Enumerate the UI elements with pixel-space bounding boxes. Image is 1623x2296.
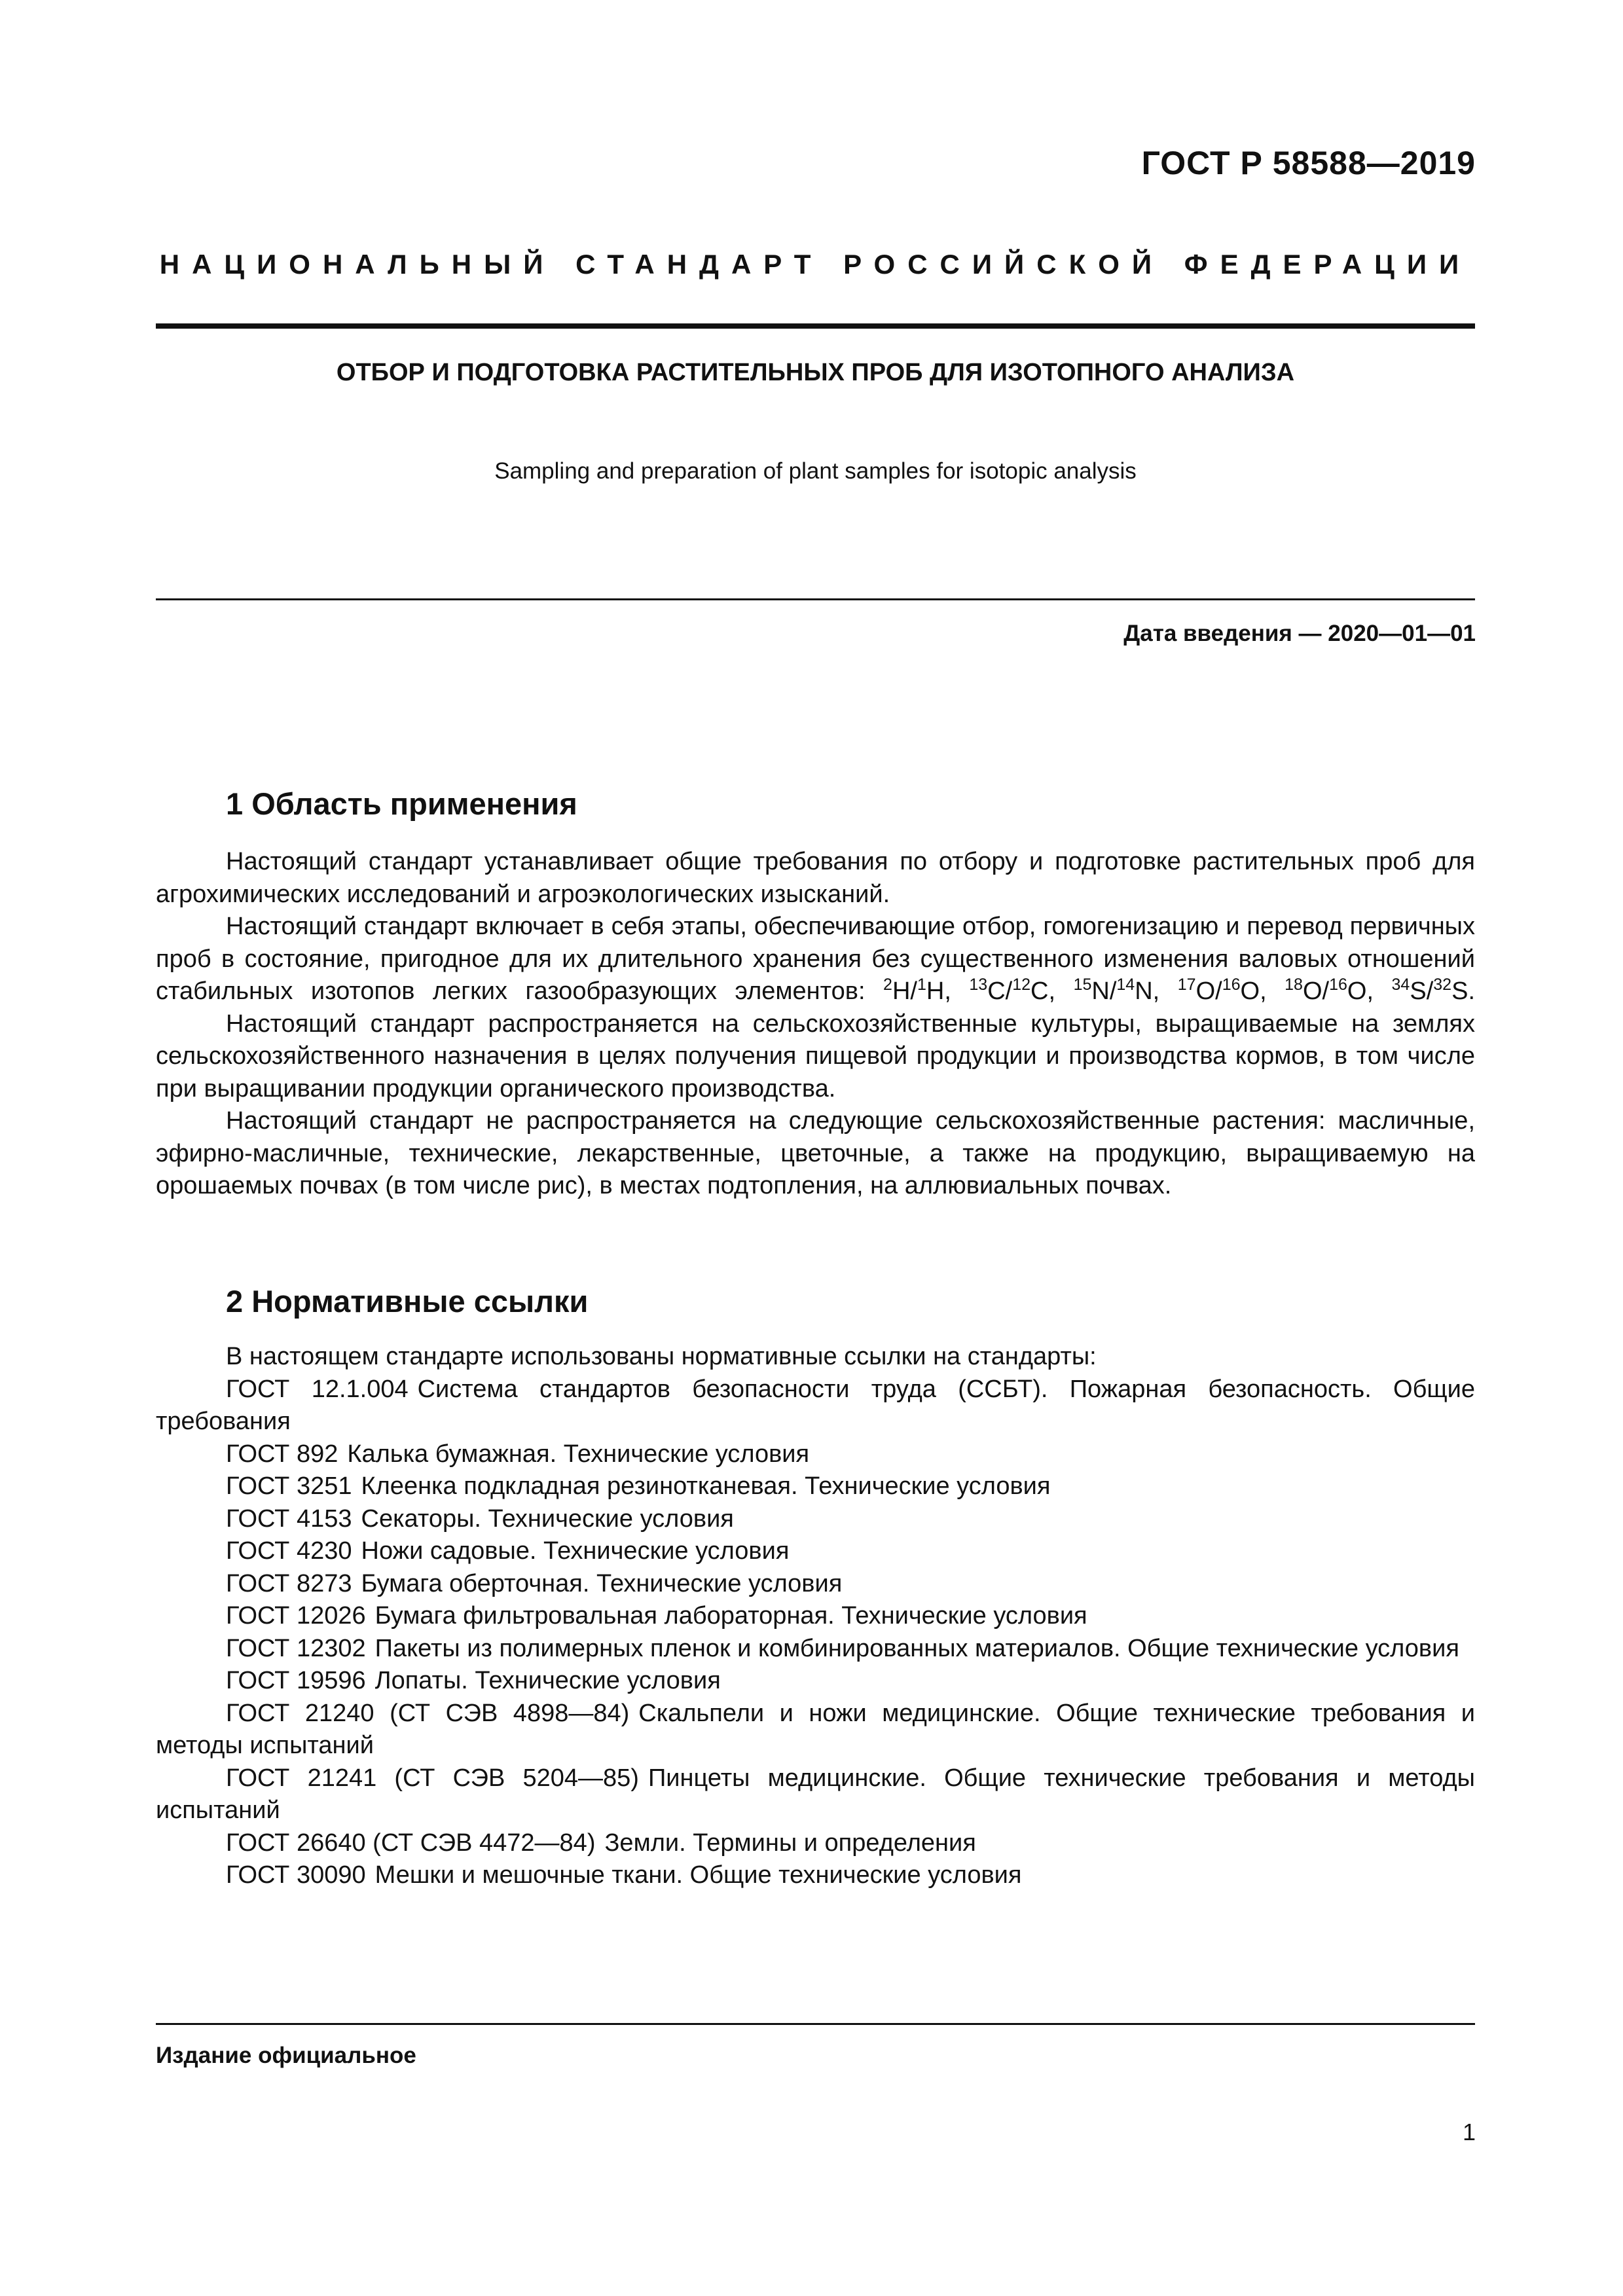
references-intro: В настоящем стандарте использованы нормативные ссылки на стандарты: xyxy=(226,1343,1097,1370)
scope-section-body xyxy=(156,846,1475,1203)
element-symbol: H xyxy=(892,977,911,1005)
section-heading-references: 2 Нормативные ссылки xyxy=(226,1284,589,1319)
mass-number: 13 xyxy=(969,975,988,994)
references-section-body xyxy=(156,1341,1475,1892)
reference-item xyxy=(156,1374,1475,1438)
element-symbol: O xyxy=(1302,977,1322,1005)
reference-item xyxy=(156,1535,1475,1568)
scope-paragraph: Настоящий стандарт не распространяется на следующие сельскохозяйственные растения: масличные, эфирно-масличные, технические, лекарственные, цветочные, а также на продукцию, выращиваемую на орошаемых почвах (в том числе рис), в местах подтопления, на аллювиальных почвах. xyxy=(156,1107,1475,1199)
reference-item xyxy=(156,1633,1475,1666)
isotope-ratio: $^{15}$N/$^{14}$N, xyxy=(1073,975,1178,1005)
reference-item xyxy=(156,1827,1475,1860)
mass-number: 16 xyxy=(1329,975,1347,994)
reference-item xyxy=(156,1665,1475,1698)
reference-item xyxy=(156,1600,1475,1633)
document-title: ОТБОР И ПОДГОТОВКА РАСТИТЕЛЬНЫХ ПРОБ ДЛЯ ИЗОТОПНОГО АНАЛИЗА xyxy=(336,359,1295,386)
reference-item xyxy=(156,1470,1475,1503)
isotope-ratio-list xyxy=(883,977,1475,1005)
ratio-separator: , xyxy=(1152,977,1178,1005)
reference-item xyxy=(156,1698,1475,1762)
reference-item xyxy=(156,1762,1475,1827)
reference-code: ГОСТ 26640 (СТ СЭВ 4472—84) xyxy=(226,1829,596,1857)
scope-paragraph-text: Настоящий стандарт включает в себя этапы, обеспечивающие отбор, гомогенизацию и перевод первичных проб в состояние, пригодное для их длительного хранения без существенного изменения валовых отношений стабильных изотопов легких газообразующих элементов: xyxy=(156,913,1475,1005)
element-symbol: S xyxy=(1451,977,1468,1005)
reference-title: Ножи садовые. Технические условия xyxy=(361,1537,790,1565)
element-symbol: S xyxy=(1410,977,1427,1005)
reference-title: Калька бумажная. Технические условия xyxy=(347,1440,810,1468)
mass-number: 1 xyxy=(917,975,926,994)
edition-label: Издание официальное xyxy=(156,2043,416,2068)
reference-code: ГОСТ 21241 (СТ СЭВ 5204—85) xyxy=(226,1764,639,1792)
reference-code: ГОСТ 12302 xyxy=(226,1634,366,1662)
ratio-separator: . xyxy=(1468,977,1475,1005)
reference-title: Система стандартов безопасности труда (ССБТ). Пожарная безопасность. Общие требования xyxy=(156,1375,1475,1435)
reference-code: ГОСТ 12026 xyxy=(226,1602,366,1630)
element-symbol: C xyxy=(1030,977,1049,1005)
mass-number: 15 xyxy=(1073,975,1092,994)
introduction-date: Дата введения — 2020—01—01 xyxy=(1123,621,1476,646)
reference-code: ГОСТ 12.1.004 xyxy=(226,1375,409,1403)
mass-number: 14 xyxy=(1116,975,1135,994)
mass-number: 16 xyxy=(1222,975,1241,994)
page-number: 1 xyxy=(1462,2119,1476,2145)
element-symbol: O xyxy=(1347,977,1367,1005)
isotope-ratio: $^2$H/$^1$H, xyxy=(883,975,970,1005)
reference-title: Бумага оберточная. Технические условия xyxy=(361,1569,843,1597)
reference-code: ГОСТ 4153 xyxy=(226,1504,352,1533)
isotope-ratio: $^{17}$O/$^{16}$O, xyxy=(1177,975,1285,1005)
scope-paragraph xyxy=(156,911,1475,1008)
ratio-separator: , xyxy=(1260,977,1285,1005)
header-divider xyxy=(156,323,1475,329)
footer-divider xyxy=(156,2023,1475,2025)
mass-number: 32 xyxy=(1433,975,1452,994)
reference-title: Клеенка подкладная резинотканевая. Технические условия xyxy=(361,1472,1051,1500)
reference-code: ГОСТ 3251 xyxy=(226,1472,352,1500)
national-standard-title: НАЦИОНАЛЬНЫЙ СТАНДАРТ РОССИЙСКОЙ ФЕДЕРАЦИИ xyxy=(159,249,1472,280)
ratio-separator: , xyxy=(1366,977,1392,1005)
reference-item xyxy=(156,1438,1475,1471)
reference-item xyxy=(156,1503,1475,1536)
ratio-separator: , xyxy=(944,977,970,1005)
reference-code: ГОСТ 30090 xyxy=(226,1861,366,1889)
scope-paragraph: Настоящий стандарт устанавливает общие требования по отбору и подготовке растительных проб для агрохимических исследований и агроэкологических изысканий. xyxy=(156,848,1475,908)
reference-title: Бумага фильтровальная лабораторная. Технические условия xyxy=(374,1602,1087,1630)
reference-title: Лопаты. Технические условия xyxy=(374,1667,721,1694)
reference-code: ГОСТ 8273 xyxy=(226,1569,352,1597)
mass-number: 18 xyxy=(1285,975,1303,994)
section-heading-scope: 1 Область применения xyxy=(226,786,577,821)
mass-number: 2 xyxy=(883,975,892,994)
reference-code: ГОСТ 19596 xyxy=(226,1667,366,1694)
reference-title: Скальпели и ножи медицинские. Общие технические требования и методы испытаний xyxy=(156,1699,1475,1759)
reference-item xyxy=(156,1568,1475,1601)
isotope-ratio: $^{13}$C/$^{12}$C, xyxy=(969,975,1074,1005)
element-symbol: C xyxy=(987,977,1006,1005)
reference-list xyxy=(156,1374,1475,1892)
reference-item xyxy=(156,1859,1475,1892)
element-symbol: O xyxy=(1240,977,1260,1005)
element-symbol: H xyxy=(926,977,945,1005)
reference-title: Пинцеты медицинские. Общие технические требования и методы испытаний xyxy=(156,1764,1475,1824)
standard-number: ГОСТ Р 58588—2019 xyxy=(1141,145,1476,181)
ratio-separator: , xyxy=(1048,977,1074,1005)
element-symbol: N xyxy=(1091,977,1110,1005)
title-divider xyxy=(156,598,1475,600)
reference-title: Секаторы. Технические условия xyxy=(361,1504,734,1533)
element-symbol: O xyxy=(1195,977,1216,1005)
document-title-english: Sampling and preparation of plant samples for isotopic analysis xyxy=(494,458,1137,484)
reference-code: ГОСТ 892 xyxy=(226,1440,338,1468)
reference-code: ГОСТ 21240 (СТ СЭВ 4898—84) xyxy=(226,1699,630,1727)
mass-number: 34 xyxy=(1391,975,1410,994)
reference-title: Мешки и мешочные ткани. Общие технические условия xyxy=(374,1861,1022,1889)
mass-number: 17 xyxy=(1177,975,1196,994)
scope-paragraph: Настоящий стандарт распространяется на сельскохозяйственные культуры, выращиваемые на землях сельскохозяйственного назначения в целях получения пищевой продукции и производства кормов, в том числе при выращивании продукции органического производства. xyxy=(156,1010,1475,1102)
reference-title: Пакеты из полимерных пленок и комбинированных материалов. Общие технические условия xyxy=(374,1634,1459,1662)
element-symbol: N xyxy=(1135,977,1153,1005)
reference-code: ГОСТ 4230 xyxy=(226,1537,352,1565)
reference-title: Земли. Термины и определения xyxy=(604,1829,976,1857)
mass-number: 12 xyxy=(1012,975,1031,994)
isotope-ratio: $^{18}$O/$^{16}$O, xyxy=(1285,975,1392,1005)
isotope-ratio: $^{34}$S/$^{32}$S. xyxy=(1391,975,1475,1005)
